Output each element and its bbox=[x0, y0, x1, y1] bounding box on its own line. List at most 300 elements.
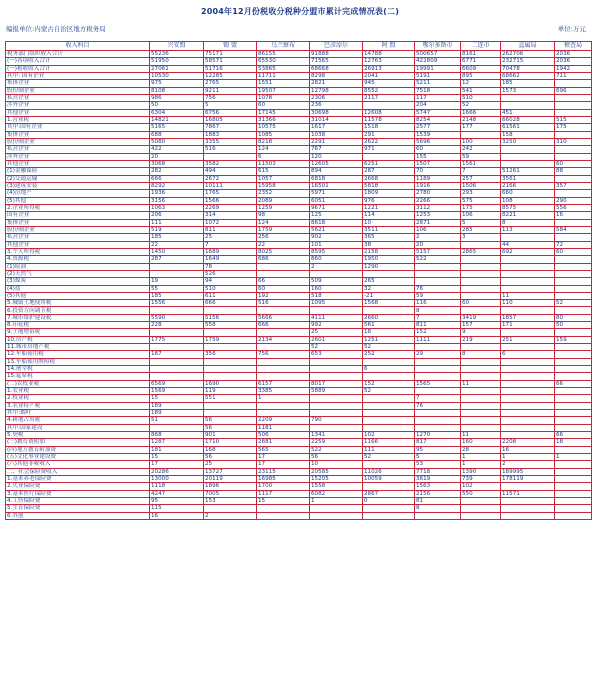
table-cell: 615 bbox=[257, 168, 310, 175]
table-cell: 3156 bbox=[150, 197, 204, 204]
table-cell: 72 bbox=[555, 241, 592, 248]
table-cell: 119 bbox=[204, 388, 257, 395]
table-cell: 1390 bbox=[461, 468, 501, 475]
table-row bbox=[6, 72, 592, 79]
table-cell bbox=[257, 263, 310, 270]
table-cell: 56 bbox=[204, 417, 257, 424]
table-cell: 451 bbox=[501, 109, 555, 116]
table-cell: 556 bbox=[555, 204, 592, 211]
table-cell: 1558 bbox=[310, 483, 363, 490]
table-cell: 95 bbox=[150, 498, 204, 505]
row-label: 4.资源税 bbox=[6, 256, 150, 263]
table-cell: 12608 bbox=[363, 109, 415, 116]
table-cell bbox=[555, 344, 592, 351]
table-cell: 5590 bbox=[150, 314, 204, 321]
table-cell bbox=[555, 329, 592, 336]
table-cell: 5 bbox=[415, 454, 461, 461]
table-cell: 1259 bbox=[257, 204, 310, 211]
row-label: 14.屠宰税 bbox=[6, 366, 150, 373]
table-cell: 117 bbox=[415, 94, 461, 101]
table-cell: 5666 bbox=[257, 314, 310, 321]
table-cell: 11 bbox=[461, 432, 501, 439]
table-cell: 185 bbox=[150, 292, 204, 299]
column-header: 兴安盟 bbox=[150, 42, 204, 51]
table-cell: 696 bbox=[555, 87, 592, 94]
table-cell bbox=[257, 270, 310, 277]
table-cell: 185 bbox=[150, 234, 204, 241]
table-cell: 52 bbox=[363, 344, 415, 351]
table-cell bbox=[257, 512, 310, 519]
table-cell bbox=[461, 131, 501, 138]
row-label: (三)教育费附加 bbox=[6, 439, 150, 446]
table-cell: 114 bbox=[363, 212, 415, 219]
table-cell bbox=[257, 366, 310, 373]
table-cell bbox=[257, 358, 310, 365]
table-cell: 1270 bbox=[415, 432, 461, 439]
table-row bbox=[6, 124, 592, 131]
table-cell bbox=[363, 402, 415, 409]
table-cell: 314 bbox=[204, 212, 257, 219]
table-cell bbox=[204, 505, 257, 512]
table-cell: 51716 bbox=[204, 65, 257, 72]
table-cell: 38 bbox=[363, 241, 415, 248]
table-cell bbox=[501, 498, 555, 505]
table-cell: 2134 bbox=[257, 336, 310, 343]
table-cell bbox=[461, 402, 501, 409]
table-cell: 52 bbox=[310, 344, 363, 351]
table-cell: 76 bbox=[415, 402, 461, 409]
table-cell: 5165 bbox=[150, 124, 204, 131]
table-cell: 88 bbox=[555, 168, 592, 175]
table-cell: 3250 bbox=[501, 138, 555, 145]
table-cell bbox=[150, 329, 204, 336]
table-cell bbox=[257, 373, 310, 380]
table-cell: 611 bbox=[204, 292, 257, 299]
table-cell: 53 bbox=[415, 461, 461, 468]
row-label: (六)其他非税收入 bbox=[6, 461, 150, 468]
table-cell: 1118 bbox=[150, 483, 204, 490]
table-cell bbox=[150, 307, 204, 314]
table-row bbox=[6, 512, 592, 519]
table-cell: 17145 bbox=[257, 109, 310, 116]
table-cell: 59 bbox=[461, 153, 501, 160]
table-cell bbox=[257, 505, 310, 512]
table-row bbox=[6, 468, 592, 475]
table-row bbox=[6, 490, 592, 497]
table-cell: 2306 bbox=[310, 94, 363, 101]
table-cell: 515 bbox=[555, 116, 592, 123]
table-cell bbox=[415, 410, 461, 417]
table-cell bbox=[363, 358, 415, 365]
table-cell: 124 bbox=[257, 219, 310, 226]
table-cell bbox=[415, 358, 461, 365]
table-cell bbox=[461, 307, 501, 314]
table-cell bbox=[501, 358, 555, 365]
table-cell: 115 bbox=[150, 505, 204, 512]
table-cell bbox=[150, 424, 204, 431]
table-cell: 1072 bbox=[204, 219, 257, 226]
table-cell: 3355 bbox=[204, 138, 257, 145]
table-cell: 1290 bbox=[363, 263, 415, 270]
row-label: 9.土地增值税 bbox=[6, 329, 150, 336]
table-cell: 509 bbox=[310, 278, 363, 285]
table-row bbox=[6, 212, 592, 219]
table-cell bbox=[363, 270, 415, 277]
report-title: 2004年12月份税收分税种分盟市累计完成情况表(二) bbox=[200, 7, 400, 16]
table-row bbox=[6, 417, 592, 424]
table-cell bbox=[461, 344, 501, 351]
table-cell: 519 bbox=[150, 226, 204, 233]
table-cell bbox=[555, 410, 592, 417]
table-cell: 19 bbox=[150, 278, 204, 285]
table-cell: 265 bbox=[363, 278, 415, 285]
table-cell: 526 bbox=[204, 270, 257, 277]
table-cell bbox=[555, 490, 592, 497]
table-cell bbox=[461, 417, 501, 424]
table-cell: 6818 bbox=[310, 175, 363, 182]
table-cell: 1569 bbox=[150, 388, 204, 395]
table-row bbox=[6, 454, 592, 461]
table-cell bbox=[555, 424, 592, 431]
table-cell: 1950 bbox=[363, 256, 415, 263]
table-cell: 155 bbox=[415, 153, 461, 160]
table-cell: 4111 bbox=[310, 314, 363, 321]
table-cell: 1450 bbox=[150, 248, 204, 255]
table-cell: 282 bbox=[150, 168, 204, 175]
table-cell bbox=[363, 410, 415, 417]
table-cell: 422 bbox=[150, 146, 204, 153]
table-cell bbox=[461, 241, 501, 248]
table-cell: 8 bbox=[415, 505, 461, 512]
row-label: 股份制企业 bbox=[6, 138, 150, 145]
table-cell bbox=[461, 410, 501, 417]
table-cell: 6756 bbox=[204, 109, 257, 116]
table-cell bbox=[555, 102, 592, 109]
table-cell bbox=[555, 80, 592, 87]
table-cell: 6569 bbox=[150, 380, 204, 387]
table-cell bbox=[501, 424, 555, 431]
table-cell: 1221 bbox=[363, 204, 415, 211]
table-cell: 666 bbox=[150, 175, 204, 182]
table-cell: 11571 bbox=[501, 490, 555, 497]
table-cell: 1857 bbox=[501, 314, 555, 321]
table-cell: 1617 bbox=[310, 124, 363, 131]
table-cell: 29 bbox=[415, 351, 461, 358]
table-cell bbox=[501, 417, 555, 424]
row-label: 3.个人所得税 bbox=[6, 248, 150, 255]
table-cell bbox=[310, 402, 363, 409]
table-cell: 558 bbox=[204, 322, 257, 329]
row-label: 其中:国有企业 bbox=[6, 124, 150, 131]
table-cell: 19507 bbox=[257, 87, 310, 94]
table-cell: 1 bbox=[461, 461, 501, 468]
table-cell: 767 bbox=[310, 146, 363, 153]
table-cell: 206 bbox=[150, 212, 204, 219]
table-cell bbox=[555, 219, 592, 226]
table-cell: 5 bbox=[204, 102, 257, 109]
table-cell: 16501 bbox=[310, 182, 363, 189]
table-cell bbox=[363, 307, 415, 314]
table-cell: 98 bbox=[257, 212, 310, 219]
table-cell: 551 bbox=[204, 395, 257, 402]
table-cell: 81 bbox=[415, 498, 461, 505]
table-cell: 5889 bbox=[310, 388, 363, 395]
table-cell: 1 bbox=[461, 454, 501, 461]
table-cell: 14788 bbox=[363, 51, 415, 58]
table-row bbox=[6, 498, 592, 505]
table-cell bbox=[461, 395, 501, 402]
table-cell: 17 bbox=[150, 461, 204, 468]
row-label: (一)各项收入合计 bbox=[6, 58, 150, 65]
table-cell: 1078 bbox=[257, 94, 310, 101]
table-cell: 2577 bbox=[415, 124, 461, 131]
table-cell bbox=[555, 388, 592, 395]
table-cell: 3582 bbox=[204, 160, 257, 167]
table-cell bbox=[555, 505, 592, 512]
table-row bbox=[6, 270, 592, 277]
table-cell: 6082 bbox=[310, 490, 363, 497]
table-cell: 739 bbox=[461, 476, 501, 483]
table-cell: 30698 bbox=[310, 109, 363, 116]
table-cell: 1038 bbox=[310, 131, 363, 138]
row-label: (五)文化事业建设费 bbox=[6, 454, 150, 461]
table-cell: 189 bbox=[150, 410, 204, 417]
table-cell: 8 bbox=[461, 351, 501, 358]
table-row bbox=[6, 241, 592, 248]
row-label: 其中: 国有企业 bbox=[6, 72, 150, 79]
table-cell: -21 bbox=[363, 292, 415, 299]
row-label: 6.其他 bbox=[6, 512, 150, 519]
table-cell bbox=[555, 417, 592, 424]
table-cell: 52 bbox=[363, 454, 415, 461]
table-cell bbox=[461, 498, 501, 505]
table-cell: 1057 bbox=[257, 175, 310, 182]
table-cell bbox=[204, 329, 257, 336]
table-cell: 18 bbox=[555, 439, 592, 446]
table-cell: 8 bbox=[415, 307, 461, 314]
table-cell bbox=[555, 358, 592, 365]
table-cell: 2156 bbox=[415, 490, 461, 497]
row-label: 5.城镇土地使用税 bbox=[6, 300, 150, 307]
table-cell bbox=[310, 307, 363, 314]
table-cell: 26913 bbox=[363, 65, 415, 72]
table-cell: 55 bbox=[150, 285, 204, 292]
table-row bbox=[6, 432, 592, 439]
table-cell: 1341 bbox=[310, 432, 363, 439]
row-label: 3.基本医疗保险费 bbox=[6, 490, 150, 497]
table-cell bbox=[555, 512, 592, 519]
table-row bbox=[6, 219, 592, 226]
table-cell: 2601 bbox=[310, 336, 363, 343]
table-cell bbox=[501, 373, 555, 380]
table-row bbox=[6, 190, 592, 197]
table-cell: 1565 bbox=[415, 380, 461, 387]
table-cell: 1568 bbox=[363, 300, 415, 307]
table-cell: 1253 bbox=[415, 212, 461, 219]
table-cell: 8108 bbox=[150, 87, 204, 94]
row-label: 集体企业 bbox=[6, 80, 150, 87]
table-cell: 291 bbox=[363, 131, 415, 138]
table-cell: 8254 bbox=[415, 116, 461, 123]
table-row bbox=[6, 461, 592, 468]
row-label: 国有企业 bbox=[6, 212, 150, 219]
table-cell: 158 bbox=[501, 131, 555, 138]
table-cell: 76 bbox=[415, 285, 461, 292]
table-cell: 1883 bbox=[204, 131, 257, 138]
table-cell: 1775 bbox=[150, 336, 204, 343]
table-cell: 56 bbox=[204, 454, 257, 461]
table-cell: 236 bbox=[310, 102, 363, 109]
table-cell bbox=[501, 278, 555, 285]
table-row bbox=[6, 248, 592, 255]
table-cell: 10530 bbox=[150, 72, 204, 79]
table-cell: 12763 bbox=[363, 58, 415, 65]
table-cell: 2208 bbox=[501, 439, 555, 446]
table-cell: 12285 bbox=[204, 72, 257, 79]
table-cell bbox=[555, 270, 592, 277]
table-cell bbox=[150, 358, 204, 365]
table-cell bbox=[363, 483, 415, 490]
table-cell: 124 bbox=[257, 146, 310, 153]
unit-label: 单位:万元 bbox=[557, 25, 586, 33]
table-cell: 561 bbox=[363, 322, 415, 329]
row-label: (3)煤炭 bbox=[6, 278, 150, 285]
table-cell bbox=[204, 307, 257, 314]
table-cell: 11503 bbox=[257, 160, 310, 167]
table-cell: 5818 bbox=[363, 182, 415, 189]
row-label: 8.印花税 bbox=[6, 322, 150, 329]
table-cell bbox=[204, 410, 257, 417]
table-cell: 15 bbox=[150, 454, 204, 461]
table-row bbox=[6, 138, 592, 145]
column-header: 阿 盟 bbox=[363, 42, 415, 51]
row-label: 其中:国家建设 bbox=[6, 424, 150, 431]
table-cell: 971 bbox=[363, 146, 415, 153]
table-cell: 422809 bbox=[415, 58, 461, 65]
table-cell: 22 bbox=[150, 241, 204, 248]
table-row bbox=[6, 278, 592, 285]
table-row bbox=[6, 366, 592, 373]
table-row bbox=[6, 168, 592, 175]
column-header: 乌兰察布 bbox=[257, 42, 310, 51]
table-cell: 185 bbox=[501, 80, 555, 87]
table-cell bbox=[363, 373, 415, 380]
table-cell: 811 bbox=[204, 226, 257, 233]
table-cell bbox=[555, 476, 592, 483]
table-cell bbox=[501, 505, 555, 512]
table-cell: 171 bbox=[501, 322, 555, 329]
table-cell: 187 bbox=[150, 351, 204, 358]
table-cell bbox=[461, 373, 501, 380]
table-cell: 52 bbox=[555, 300, 592, 307]
table-cell: 711 bbox=[555, 72, 592, 79]
table-cell bbox=[555, 190, 592, 197]
table-cell: 232715 bbox=[501, 58, 555, 65]
table-cell: 228 bbox=[150, 322, 204, 329]
table-cell: 356 bbox=[204, 351, 257, 358]
table-cell: 11711 bbox=[257, 72, 310, 79]
table-cell bbox=[555, 131, 592, 138]
row-label: 涉外企业 bbox=[6, 102, 150, 109]
table-cell: 1539 bbox=[415, 131, 461, 138]
column-header: 巴彦淖尔 bbox=[310, 42, 363, 51]
table-cell: 1 bbox=[310, 498, 363, 505]
table-cell: 986 bbox=[150, 94, 204, 101]
table-cell: 78 bbox=[204, 263, 257, 270]
table-cell: 106 bbox=[461, 212, 501, 219]
column-header: 鄂尔多斯市 bbox=[415, 42, 461, 51]
table-cell: 5971 bbox=[310, 190, 363, 197]
table-cell bbox=[310, 424, 363, 431]
table-cell: 175 bbox=[555, 124, 592, 131]
table-cell: 2 bbox=[501, 461, 555, 468]
table-cell: 541 bbox=[461, 87, 501, 94]
table-cell bbox=[461, 278, 501, 285]
table-cell: 2881 bbox=[257, 439, 310, 446]
table-row bbox=[6, 65, 592, 72]
table-cell bbox=[501, 146, 555, 153]
table-cell bbox=[555, 483, 592, 490]
row-label: 其中:烟叶 bbox=[6, 410, 150, 417]
row-label: 4.工伤保险费 bbox=[6, 498, 150, 505]
table-cell bbox=[415, 263, 461, 270]
table-cell: 516 bbox=[257, 300, 310, 307]
table-cell: 50 bbox=[555, 322, 592, 329]
table-cell: 66 bbox=[555, 380, 592, 387]
table-cell: 108 bbox=[501, 197, 555, 204]
table-cell: 25 bbox=[310, 329, 363, 336]
table-cell: 8025 bbox=[257, 248, 310, 255]
table-cell: 666 bbox=[257, 322, 310, 329]
table-cell: 56 bbox=[204, 424, 257, 431]
table-cell: 5080 bbox=[150, 138, 204, 145]
table-row bbox=[6, 146, 592, 153]
table-cell: 2668 bbox=[363, 175, 415, 182]
table-cell bbox=[501, 344, 555, 351]
table-cell: 2622 bbox=[363, 138, 415, 145]
table-cell: 811 bbox=[415, 322, 461, 329]
table-row bbox=[6, 109, 592, 116]
table-cell: 868 bbox=[150, 432, 204, 439]
table-body bbox=[6, 51, 592, 520]
table-cell bbox=[310, 270, 363, 277]
table-row bbox=[6, 116, 592, 123]
table-cell: 2821 bbox=[310, 80, 363, 87]
table-cell bbox=[204, 358, 257, 365]
table-cell bbox=[310, 395, 363, 402]
table-cell: 522 bbox=[415, 256, 461, 263]
table-cell: 660 bbox=[501, 190, 555, 197]
table-cell: 1936 bbox=[150, 190, 204, 197]
table-row bbox=[6, 58, 592, 65]
table-cell: 44 bbox=[501, 241, 555, 248]
table-cell bbox=[363, 424, 415, 431]
table-cell: 101 bbox=[310, 241, 363, 248]
table-cell: 2036 bbox=[555, 58, 592, 65]
column-header: 稽查局 bbox=[555, 42, 592, 51]
table-row bbox=[6, 292, 592, 299]
row-label: 1.营业税 bbox=[6, 116, 150, 123]
table-cell: 2209 bbox=[257, 417, 310, 424]
table-cell: 565 bbox=[257, 446, 310, 453]
table-cell: 2867 bbox=[363, 490, 415, 497]
table-cell: 16 bbox=[150, 512, 204, 519]
column-header: 锡 盟 bbox=[204, 42, 257, 51]
table-cell: 177 bbox=[461, 124, 501, 131]
table-cell bbox=[257, 344, 310, 351]
table-cell: 584 bbox=[555, 226, 592, 233]
table-cell: 2117 bbox=[363, 94, 415, 101]
